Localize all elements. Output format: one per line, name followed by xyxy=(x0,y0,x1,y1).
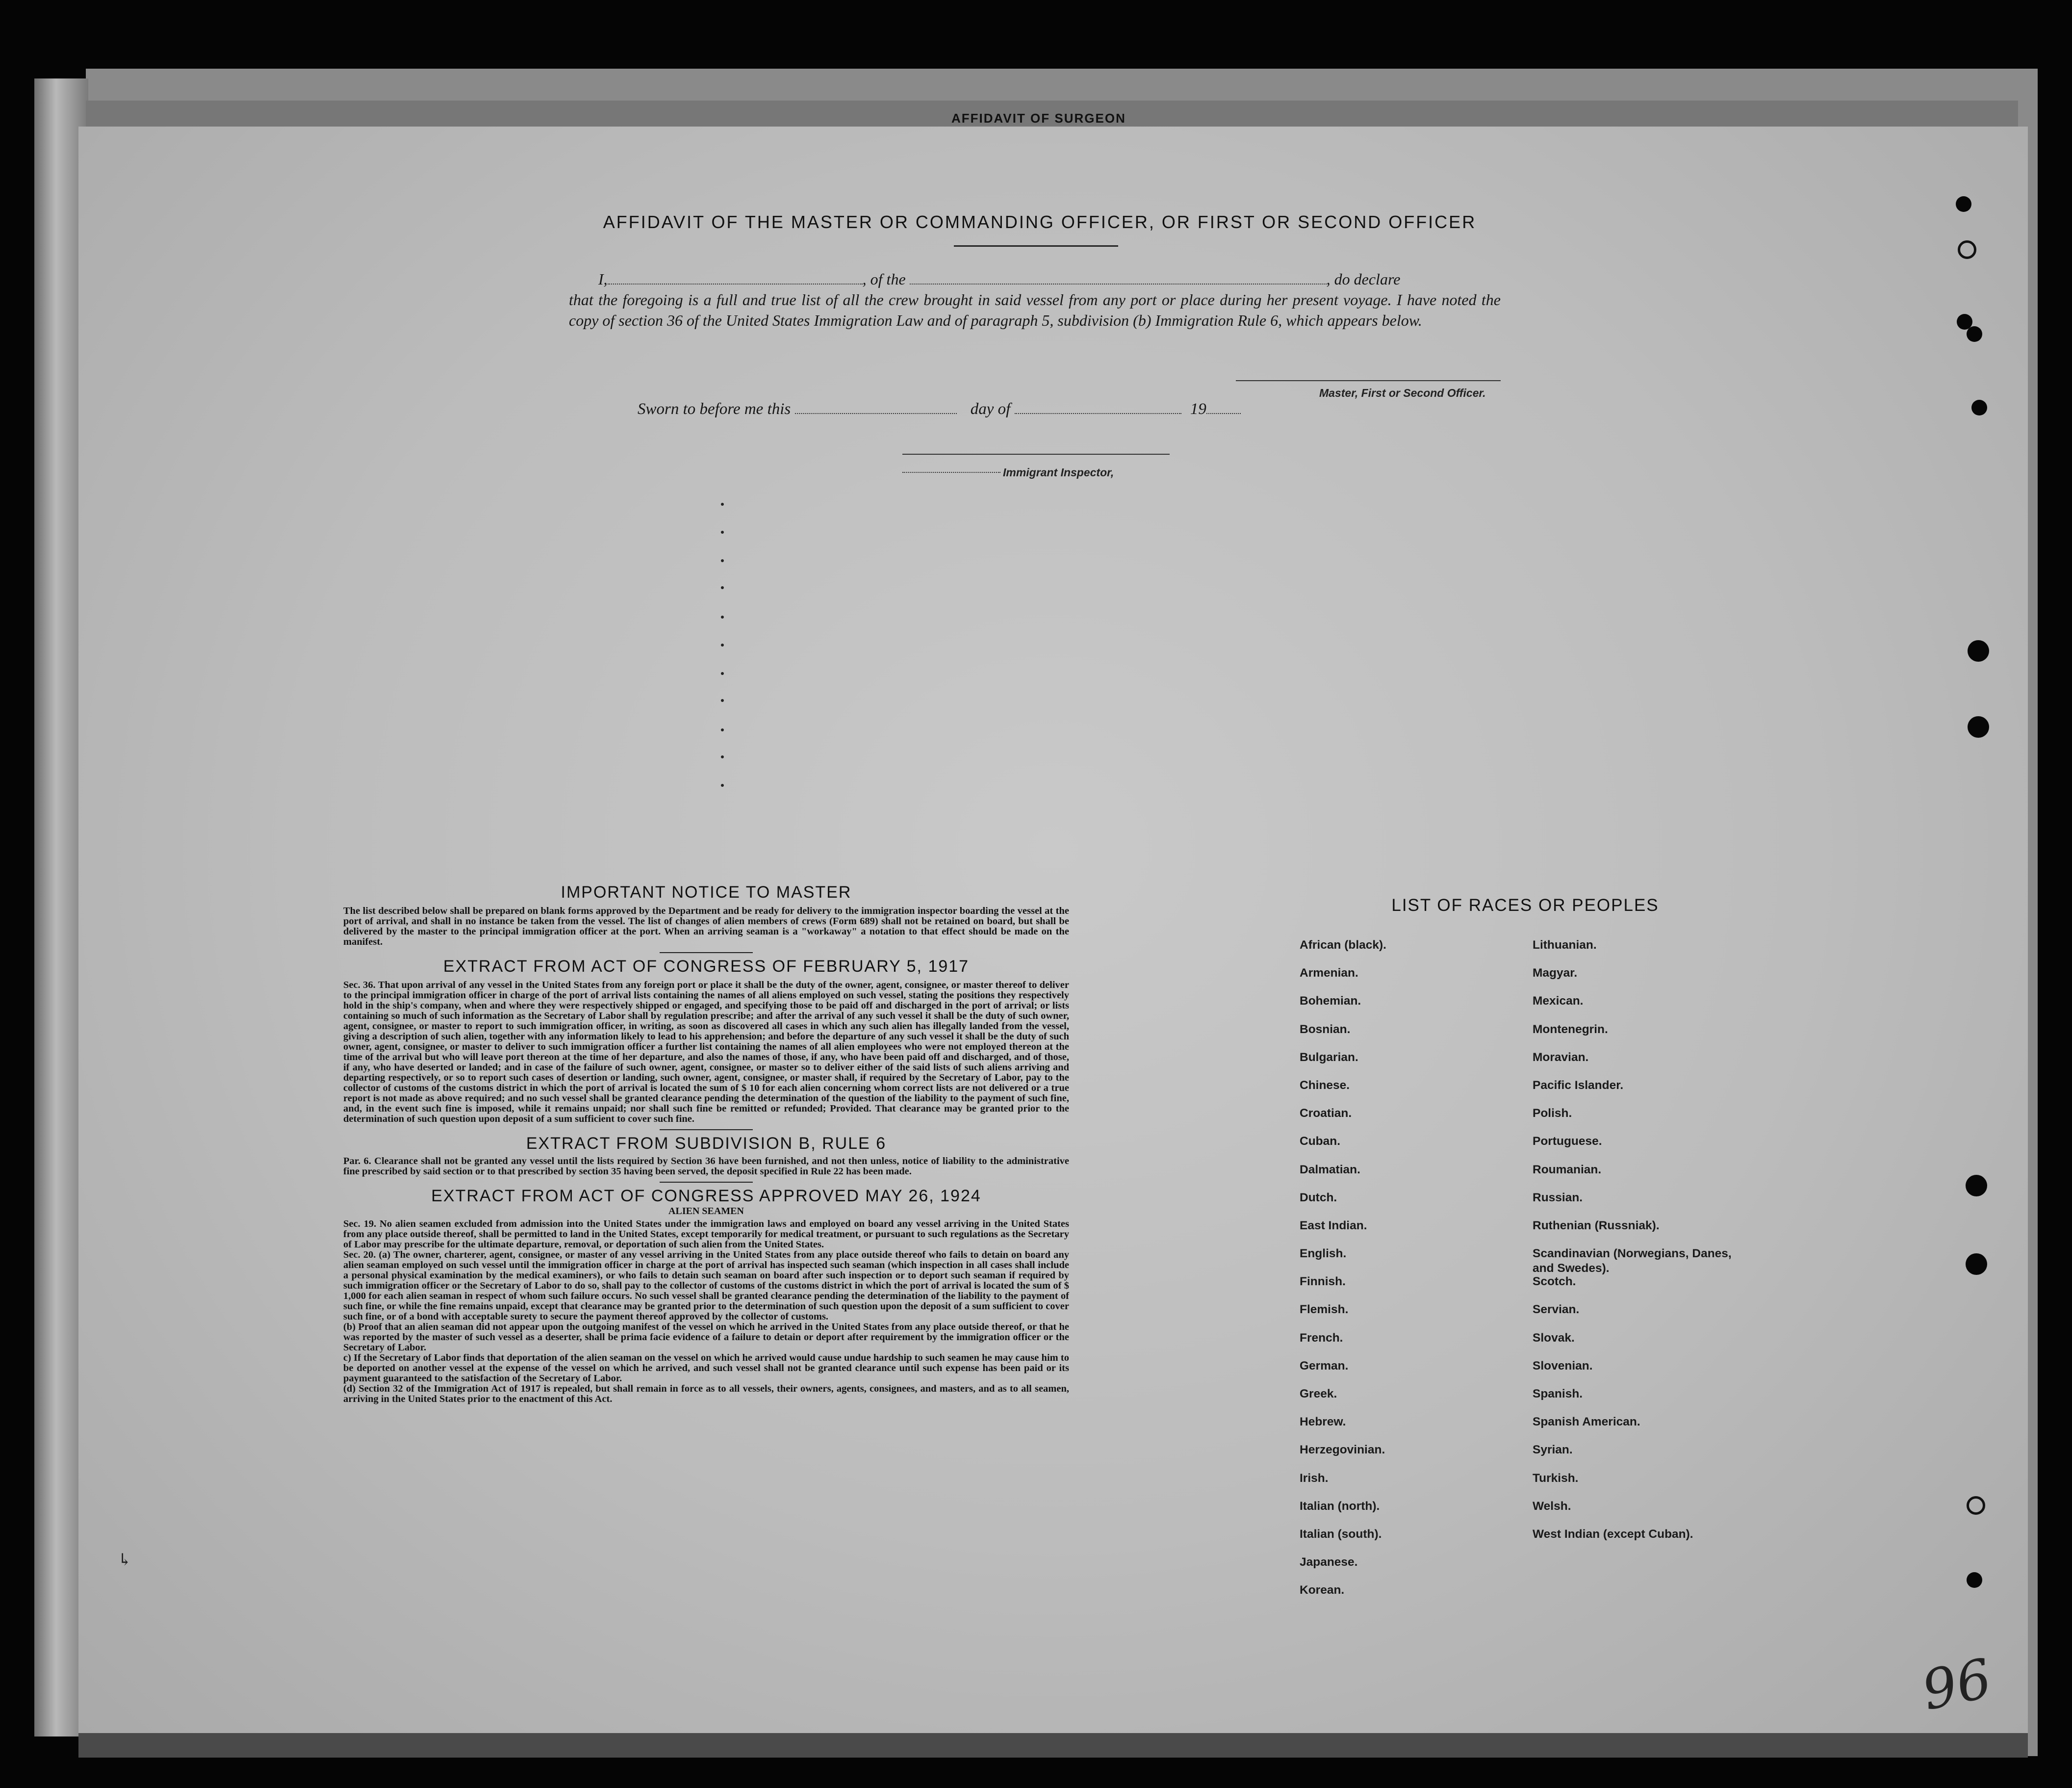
faint-dot xyxy=(721,672,724,675)
declaration-body: that the foregoing is a full and true list of all the crew brought in said vessel from any port or place during her present voyage. I have noted the copy of section 36 of the United States Immigration Law and of paragraph 5, subdivision (b) Immigration Rule 6, which appears below. xyxy=(569,291,1501,329)
section-divider xyxy=(660,952,753,953)
race-item: German. xyxy=(1300,1359,1349,1373)
faint-dot xyxy=(721,503,724,506)
faint-dot xyxy=(721,531,724,534)
extract3-subtitle: ALIEN SEAMEN xyxy=(668,1206,744,1217)
race-item: Greek. xyxy=(1300,1387,1337,1400)
inspector-label: Immigrant Inspector, xyxy=(1003,466,1114,479)
year-blank xyxy=(1206,403,1241,414)
day-blank xyxy=(795,403,957,414)
affidavit-declaration xyxy=(569,269,1501,331)
faint-dot xyxy=(721,755,724,758)
binder-hole xyxy=(1967,1572,1982,1588)
race-item: Servian. xyxy=(1533,1303,1580,1317)
race-item: Japanese. xyxy=(1300,1555,1358,1569)
vessel-blank xyxy=(910,274,1327,285)
race-item: Welsh. xyxy=(1533,1499,1571,1513)
handwritten-page-number: 96 xyxy=(1917,1646,1997,1723)
race-item: East Indian. xyxy=(1300,1218,1367,1232)
race-item: Dalmatian. xyxy=(1300,1163,1360,1176)
declaration-first-line xyxy=(569,269,1501,289)
surgeon-header: AFFIDAVIT OF SURGEON xyxy=(951,111,1126,126)
race-item: Dutch. xyxy=(1300,1191,1337,1204)
section-divider xyxy=(660,1129,753,1130)
extract3-sec20a: Sec. 20. (a) The owner, charterer, agent, consignee, or master of any vessel arriving in the United States from any place outside thereof who fails to detain on board any alien seaman employed on such vessel until the immigration officer in charge at the port of arrival has inspected such seaman (which inspection in all cases shall include a personal physical examination by the medical examiners), or who fails to detain such seaman on board after such inspection or to deport such seaman if required by such immigration officer or the Secretary of Labor to do so, shall pay to the collector of customs of the customs district in which the port of arrival is located the sum of $ 1,000 for each alien seaman in respect of whom such failure occurs. No such vessel shall be granted clearance pending the determination of the liability to the payment of such fine, or while the fine remains unpaid, except that clearance may be granted prior to the determination of such question upon the deposit of a sum sufficient to cover such fine, or of a bond with acceptable surety to secure the payment thereof approved by the collector of customs. xyxy=(343,1249,1069,1322)
sheet-bottom-edge xyxy=(78,1733,2028,1758)
binder-hole xyxy=(1968,716,1989,738)
race-item: Magyar. xyxy=(1533,966,1578,980)
race-item: Chinese. xyxy=(1300,1078,1350,1092)
race-item: Pacific Islander. xyxy=(1533,1078,1624,1092)
race-item: Mexican. xyxy=(1533,994,1584,1008)
day-of-label: day of xyxy=(970,400,1011,418)
race-item: Italian (south). xyxy=(1300,1527,1382,1541)
of-the-label: , of the xyxy=(862,270,906,288)
extract1-text: Sec. 36. That upon arrival of any vessel in the United States from any foreign port or place it shall be the duty of the owner, agent, consignee, or master thereof to deliver to the principal immigration officer in charge of the port of arrival lists containing the names of all aliens employed on such vessel, stating the positions they respectively hold in the ship's company, when and where they were respectively shipped or engaged, and specifying those to be paid off and discharged in the port of arrival; or lists containing so much of such information as the Secretary of Labor shall by regulation prescribe; and after the arrival of any such vessel it shall be the duty of such owner, agent, consignee, or master to report to such immigration officer, in writing, as soon as discovered all cases in which any such alien has illegally landed from the vessel, giving a description of such alien, together with any information likely to lead to his apprehension; and before the departure of any such vessel it shall be the duty of such owner, agent, consignee, or master to deliver to such immigration officer a further list containing the names of all alien employees who were not employed thereon at the time of the arrival but who will leave port thereon at the time of her departure, and also the names of those, if any, who have been paid off and discharged, and of those, if any, who have deserted or landed; and in case of the failure of such owner, agent, consignee, or master so to deliver either of the said lists of such aliens arriving and departing respectively, or so to report such cases of desertion or landing, such owner, agent, consignee, or master shall, if required by the Secretary of Labor, pay to the collector of customs of the customs district in which the port of arrival is located the sum of $ 10 for each alien concerning whom correct lists are not delivered or a true report is not made as above required; and no such vessel shall be granted clearance pending the determination of the question of the liability to the payment of such fine, and, in the event such fine is imposed, while it remains unpaid; nor shall such fine be remitted or refunded; Provided. That clearance may be granted prior to the determination of such question upon deposit of a sum sufficient to cover such fine. xyxy=(343,980,1069,1124)
race-item: African (black). xyxy=(1300,938,1386,952)
race-item: Croatian. xyxy=(1300,1107,1352,1120)
faint-dot xyxy=(721,586,724,589)
year-prefix: 19 xyxy=(1190,400,1206,418)
faint-dot xyxy=(721,728,724,731)
race-item: West Indian (except Cuban). xyxy=(1533,1527,1693,1541)
faint-dot xyxy=(721,616,724,619)
affidavit-title: AFFIDAVIT OF THE MASTER OR COMMANDING OFFICER, OR FIRST OR SECOND OFFICER xyxy=(603,212,1477,232)
signature-line xyxy=(1236,380,1501,381)
races-title: LIST OF RACES OR PEOPLES xyxy=(1391,896,1659,915)
title-underline xyxy=(954,245,1118,247)
extract3-sec20d: (d) Section 32 of the Immigration Act of 1917 is repealed, but shall remain in force as to all vessels, their owners, agents, consignees, and masters, and as to all seamen, arriving in the United States prior to the enactment of this Act. xyxy=(343,1383,1069,1404)
race-item: Polish. xyxy=(1533,1107,1572,1120)
notice-text: The list described below shall be prepared on blank forms approved by the Department and be ready for delivery to the immigration inspector boarding the vessel at the port of arrival, and shall in no instance be taken from the vessel. The list of changes of alien members of crews (Form 689) shall not be retained on board, but shall be delivered by the master to the principal immigration officer at the port. When an arriving seaman is a "workaway" a notation to that effect should be made on the manifest. xyxy=(343,906,1069,947)
notice-column xyxy=(343,883,1069,1404)
race-item: Scandinavian (Norwegians, Danes, and Swedes). xyxy=(1533,1247,1732,1275)
race-item: French. xyxy=(1300,1331,1343,1345)
race-item: Ruthenian (Russniak). xyxy=(1533,1218,1660,1232)
margin-mark: ↳ xyxy=(118,1550,132,1570)
race-item: Irish. xyxy=(1300,1471,1329,1485)
faint-dot xyxy=(721,559,724,562)
binder-hole xyxy=(1956,196,1971,212)
i-label: I, xyxy=(598,270,608,288)
race-item: Slovak. xyxy=(1533,1331,1575,1345)
extract3-sec20b: (b) Proof that an alien seaman did not appear upon the outgoing manifest of the vessel on which he arrived in the United States from any place outside thereof, or that he was reported by the master of such vessel as a deserter, shall be prima facie evidence of a failure to detain or deport after requirement by the immigration officer or the Secretary of Labor. xyxy=(343,1322,1069,1353)
do-declare-label: , do declare xyxy=(1326,270,1401,288)
binder-hole xyxy=(1971,400,1987,415)
race-item: Montenegrin. xyxy=(1533,1022,1608,1036)
extract2-text: Par. 6. Clearance shall not be granted any vessel until the lists required by Section 36 have been furnished, and not then unless, notice of liability to the administrative fine prescribed by said section or to that prescribed by section 35 having been served, the deposit specified in Rule 22 has been made. xyxy=(343,1156,1069,1177)
extract3-sec19: Sec. 19. No alien seamen excluded from admission into the United States under the immigration laws and employed on board any vessel arriving in the United States from any place outside thereof, shall be permitted to land in the United States, except temporarily for medical treatment, or pursuant to such regulations as the Secretary of Labor may prescribe for the ultimate departure, removal, or deportation of such alien from the United States. xyxy=(343,1218,1069,1250)
name-blank xyxy=(608,274,863,285)
extract1-title: EXTRACT FROM ACT OF CONGRESS OF FEBRUARY 5, 1917 xyxy=(443,957,970,976)
race-item: Spanish. xyxy=(1533,1387,1583,1400)
binder-hole xyxy=(1967,326,1982,342)
race-item: Finnish. xyxy=(1300,1275,1346,1289)
sworn-line xyxy=(638,400,1241,418)
section-divider xyxy=(660,1182,753,1183)
binder-hole xyxy=(1968,640,1989,662)
binder-hole xyxy=(1966,1175,1987,1196)
race-item: Bulgarian. xyxy=(1300,1050,1358,1064)
race-item: Italian (north). xyxy=(1300,1499,1380,1513)
race-item: Bosnian. xyxy=(1300,1022,1351,1036)
sworn-prefix: Sworn to before me this xyxy=(638,400,791,418)
faint-dot xyxy=(721,644,724,647)
race-item: Armenian. xyxy=(1300,966,1358,980)
binder-hole xyxy=(1958,240,1976,259)
race-item: Portuguese. xyxy=(1533,1135,1602,1148)
race-item: Syrian. xyxy=(1533,1443,1573,1457)
race-item: Turkish. xyxy=(1533,1471,1579,1485)
binder-hole xyxy=(1967,1496,1985,1515)
races-left-column xyxy=(1300,938,1506,1611)
extract3-title: EXTRACT FROM ACT OF CONGRESS APPROVED MAY 26, 1924 xyxy=(431,1187,981,1205)
race-item: Cuban. xyxy=(1300,1135,1341,1148)
month-blank xyxy=(1015,403,1181,414)
race-item: Scotch. xyxy=(1533,1275,1576,1289)
race-item: Flemish. xyxy=(1300,1303,1349,1317)
faint-dot xyxy=(721,699,724,702)
race-item: Bohemian. xyxy=(1300,994,1361,1008)
race-item: Herzegovinian. xyxy=(1300,1443,1385,1457)
race-item: Slovenian. xyxy=(1533,1359,1593,1373)
races-right-column xyxy=(1533,938,1739,1555)
race-item: Korean. xyxy=(1300,1583,1345,1597)
faint-dot xyxy=(721,784,724,787)
inspector-signature-line xyxy=(902,454,1170,455)
binder-hole xyxy=(1966,1253,1987,1275)
extract3-sec20c: c) If the Secretary of Labor finds that deportation of the alien seaman on the vessel on which he arrived would cause undue hardship to such seamen he may cause him to be deported on another vessel at the expense of the vessel on which he arrived, and such vessel shall not be granted clearance until such expense has been paid or its payment guaranteed to the satisfaction of the Secretary of Labor. xyxy=(343,1352,1069,1384)
race-item: Spanish American. xyxy=(1533,1415,1640,1429)
race-item: Lithuanian. xyxy=(1533,938,1597,952)
race-item: Hebrew. xyxy=(1300,1415,1346,1429)
notice-title: IMPORTANT NOTICE TO MASTER xyxy=(561,883,852,902)
inspector-dotted-line xyxy=(902,472,1000,473)
race-item: Russian. xyxy=(1533,1191,1583,1204)
extract2-title: EXTRACT FROM SUBDIVISION B, RULE 6 xyxy=(526,1134,887,1153)
signature-label: Master, First or Second Officer. xyxy=(1319,387,1486,399)
race-item: Moravian. xyxy=(1533,1050,1589,1064)
race-item: English. xyxy=(1300,1247,1347,1261)
race-item: Roumanian. xyxy=(1533,1163,1602,1176)
